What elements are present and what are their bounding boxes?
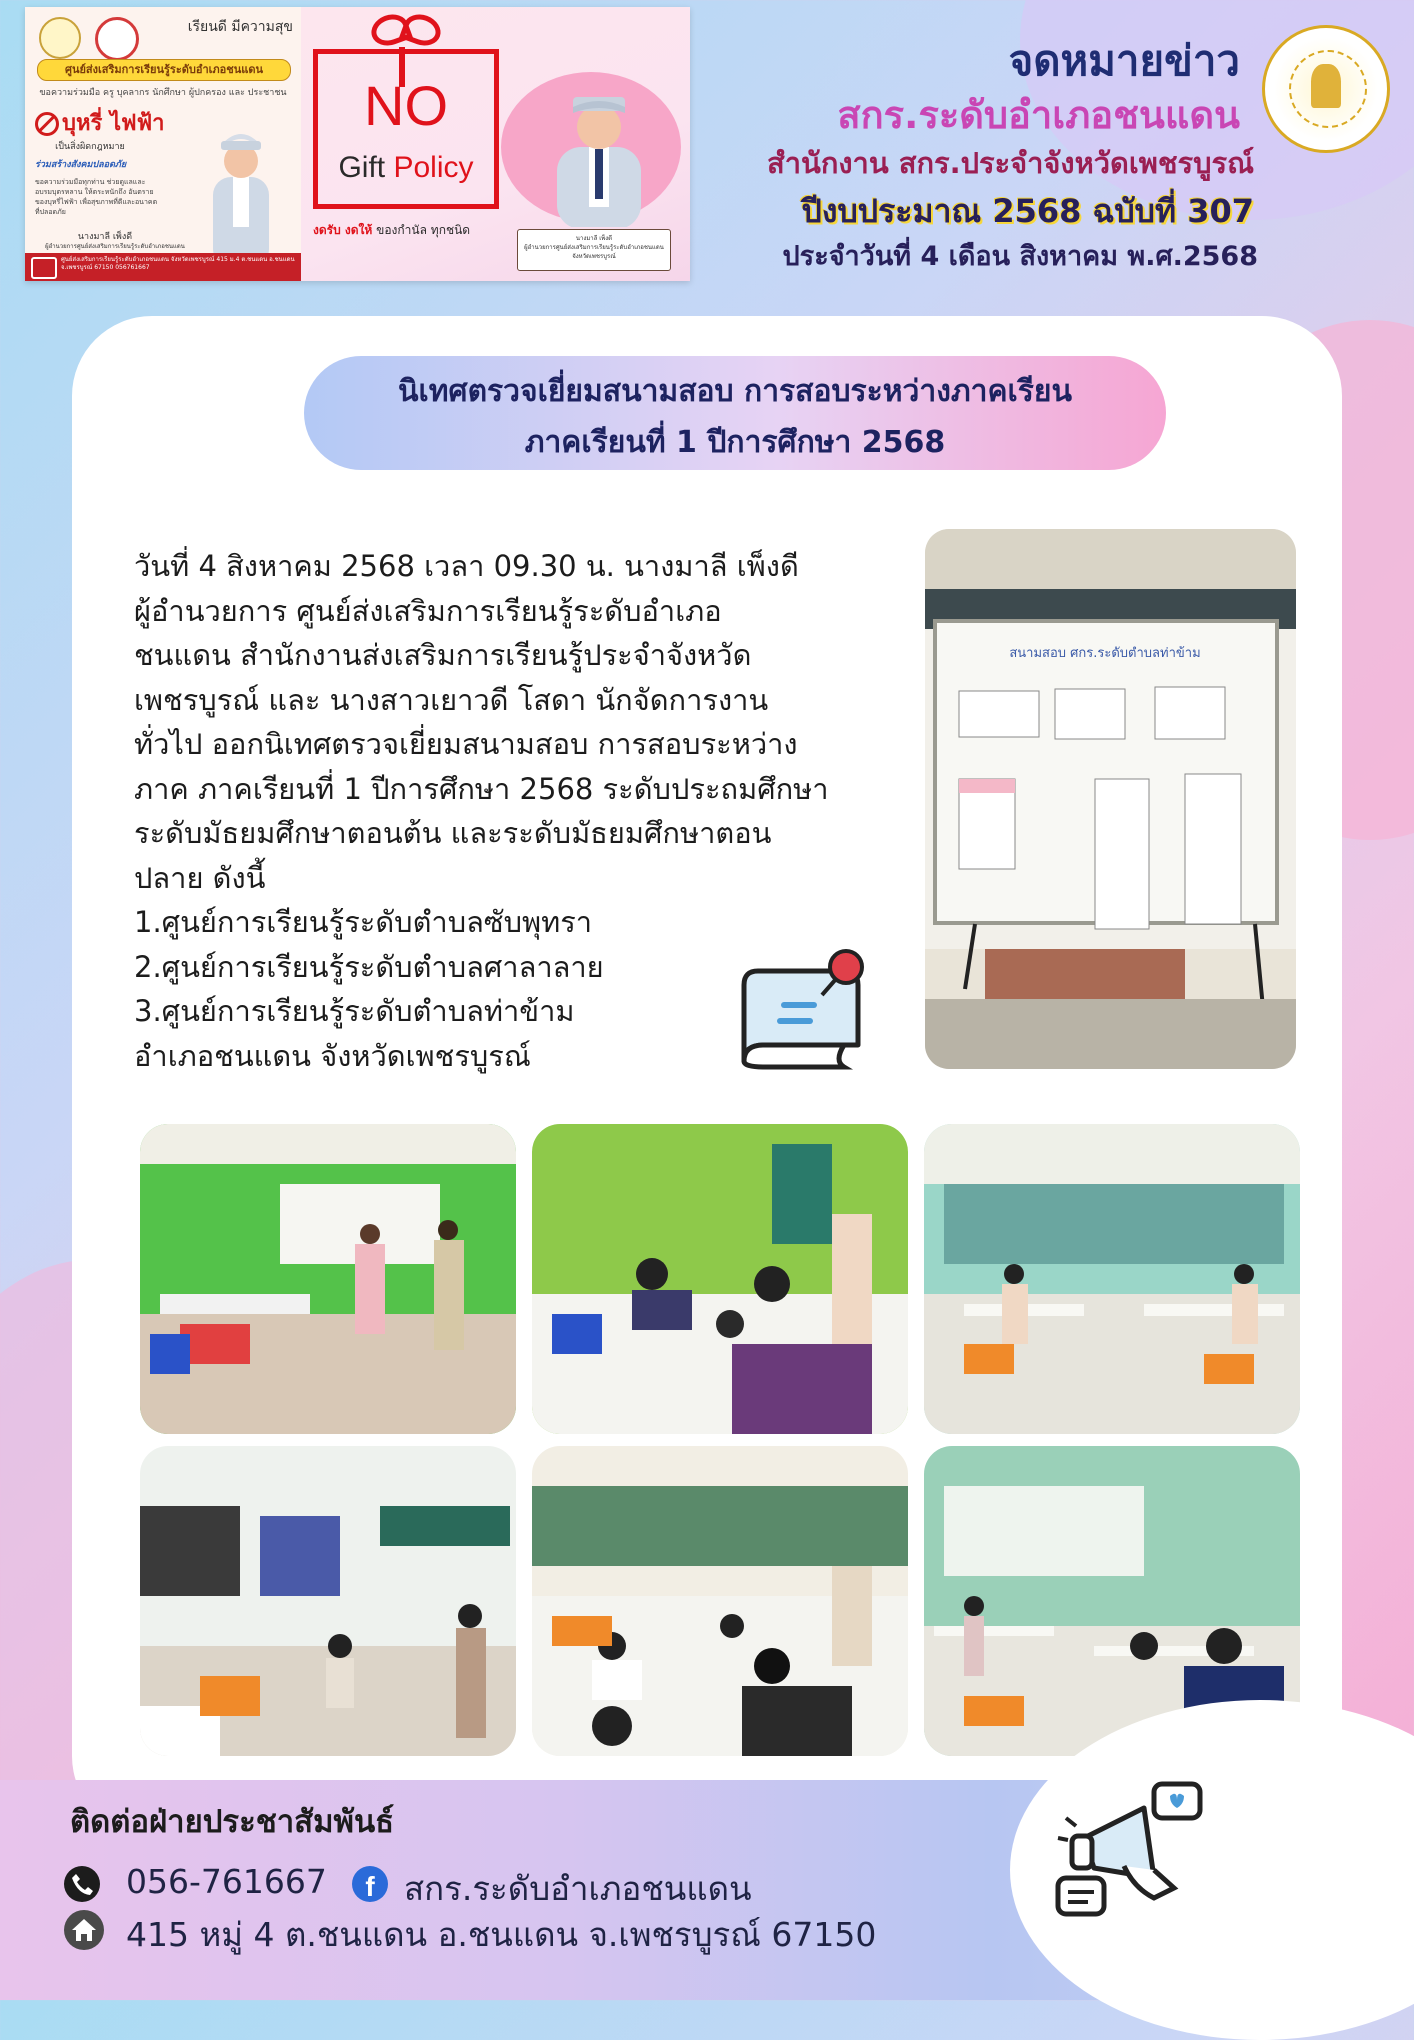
article-line: ผู้อำนวยการ ศูนย์ส่งเสริมการเรียนรู้ระดับอำเภอ (134, 593, 722, 628)
poster-detail: ขอความร่วมมือทุกท่าน ช่วยดูแลและอบรมบุตรหลาน ให้ตระหนักถึง อันตรายของบุหรี่ไฟฟ้า เพื่อสุขภาพที่ดีและอนาคตที่ปลอดภัย (35, 178, 158, 216)
article-line: 1.ศูนย์การเรียนรู้ระดับตำบลซับพุทรา (134, 905, 593, 939)
phone-icon (64, 1866, 100, 1902)
exam-room-photo (532, 1124, 908, 1434)
gift-policy-text: Gift Policy (338, 151, 474, 184)
newsletter-title: จดหมายข่าว (1008, 36, 1240, 85)
pin-note-icon (724, 945, 884, 1075)
issue-number: ปีงบประมาณ 2568 ฉบับที่ 307 (801, 192, 1254, 230)
poster-together: ร่วมสร้างสังคมปลอดภัย (35, 160, 127, 170)
no-text: NO (364, 74, 448, 137)
poster-no-smoking (35, 105, 165, 140)
article-title-line1: นิเทศตรวจเยี่ยมสนามสอบ การสอบระหว่างภาคเรียน (397, 374, 1073, 409)
article-line: ระดับมัธยมศึกษาตอนต้น และระดับมัธยมศึกษาตอน (134, 816, 772, 850)
director-photo (193, 125, 289, 265)
facebook-icon: f (352, 1866, 388, 1902)
gift-bow-icon (399, 9, 445, 50)
article-line: 2.ศูนย์การเรียนรู้ระดับตำบลศาลาลาย (134, 949, 604, 984)
poster-signer-title: ผู้อำนวยการศูนย์ส่งเสริมการเรียนรู้ระดับอำเภอชนแดน (45, 243, 185, 250)
contact-facebook[interactable]: สกร.ระดับอำเภอชนแดน (404, 1869, 752, 1908)
exam-room-photo (532, 1446, 908, 1756)
poster-invite: ขอความร่วมมือ ครู บุคลากร นักศึกษา ผู้ปกครอง และ ประชาชน (39, 88, 287, 98)
article-line: ชนแดน สำนักงานส่งเสริมการเรียนรู้ประจำจังหวัด (134, 638, 752, 672)
province-office: สำนักงาน สกร.ประจำจังหวัดเพชรบูรณ์ (767, 146, 1254, 180)
director-nameplate: นางมาลี เพ็งดี ผู้อำนวยการศูนย์ส่งเสริมการเรียนรู้ระดับอำเภอชนแดน จังหวัดเพชรบูรณ์ (517, 229, 671, 271)
article-line: ปลาย ดังนี้ (134, 860, 266, 895)
issue-date: ประจำวันที่ 4 เดือน สิงหาคม พ.ศ.2568 (782, 241, 1258, 272)
director-photo (539, 77, 659, 227)
article-line: 3.ศูนย์การเรียนรู้ระดับตำบลท่าข้าม (134, 994, 575, 1028)
poster-script-title: เรียนดี มีความสุข (187, 19, 293, 35)
article-title-line2: ภาคเรียนที่ 1 ปีการศึกษา 2568 (524, 425, 946, 460)
no-vape-poster (25, 7, 301, 281)
envelope-icon (31, 257, 57, 279)
banner-image (25, 7, 690, 281)
no-gift-policy-poster (301, 7, 690, 281)
office-name: สกร.ระดับอำเภอชนแดน (837, 93, 1240, 137)
contact-address: 415 หมู่ 4 ต.ชนแดน อ.ชนแดน จ.เพชรบูรณ์ 67150 (126, 1915, 877, 1954)
poster-illegal: เป็นสิ่งผิดกฎหมาย (55, 142, 125, 152)
contact-title: ติดต่อฝ่ายประชาสัมพันธ์ (70, 1804, 395, 1840)
exam-room-photo (140, 1124, 516, 1434)
article-title (304, 356, 1166, 470)
article-line: อำเภอชนแดน จังหวัดเพชรบูรณ์ (134, 1038, 531, 1073)
exam-room-photo (140, 1446, 516, 1756)
poster-footer: ศูนย์ส่งเสริมการเรียนรู้ระดับอำเภอชนแดน จังหวัดเพชรบูรณ์ 415 ม.4 ต.ชนแดน อ.ชนแดน จ.เพชรบูรณ์ 67150 056761667 (25, 253, 301, 281)
article-line: เพชรบูรณ์ และ นางสาวเยาวดี โสดา นักจัดการงาน (134, 682, 769, 717)
article-line: ทั่วไป ออกนิเทศตรวจเยี่ยมสนามสอบ การสอบระหว่าง (134, 727, 798, 761)
article-line: วันที่ 4 สิงหาคม 2568 เวลา 09.30 น. นางมาลี เพ็งดี (134, 549, 799, 583)
poster-signer-name: นางมาลี เพ็งดี (77, 232, 133, 242)
exam-room-photo (924, 1124, 1300, 1434)
poster-center-name: ศูนย์ส่งเสริมการเรียนรู้ระดับอำเภอชนแดน (37, 59, 291, 81)
contact-phone[interactable]: 056-761667 (126, 1862, 327, 1901)
poster-no-smoking-text: บุหรี่ ไฟฟ้า (62, 111, 165, 136)
home-icon (64, 1910, 104, 1950)
ministry-logo (39, 17, 81, 59)
no-smoking-icon (35, 112, 59, 136)
office-logo (95, 17, 139, 61)
exam-board-photo (925, 529, 1296, 1069)
office-seal-logo (1262, 25, 1390, 153)
no-gift-tagline: งดรับ งดให้ ของกำนัล ทุกชนิด (313, 223, 471, 237)
megaphone-icon (1054, 1778, 1214, 1928)
article-line: ภาค ภาคเรียนที่ 1 ปีการศึกษา 2568 ระดับประถมศึกษา (134, 771, 829, 806)
svg-text:สนามสอบ ศกร.ระดับตำบลท่าข้าม: สนามสอบ ศกร.ระดับตำบลท่าข้าม (1009, 646, 1201, 661)
